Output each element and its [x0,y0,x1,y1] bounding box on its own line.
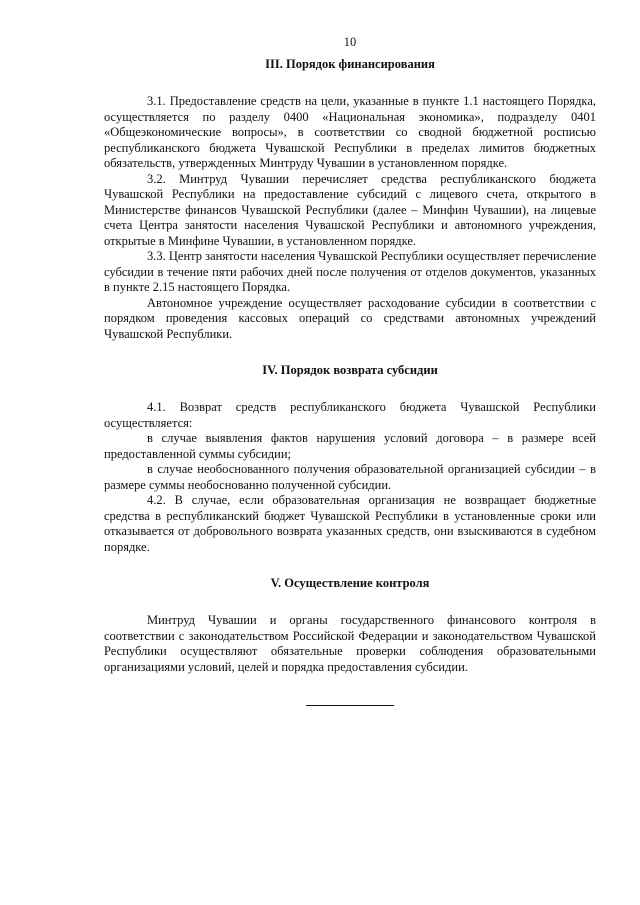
section-heading: V. Осуществление контроля [270,576,430,590]
section-body [104,94,596,342]
paragraph-3-1: 3.1. Предоставление средств на цели, указанные в пункте 1.1 настоящего Порядка, осуществляется по разделу 0400 «Национальная экономика», подразделу 0401 «Общеэкономические вопросы», в соответствии со сводной бюджетной росписью республиканского бюджета Чувашской Республики в пределах лимитов бюджетных обязательств, утвержденных Минтруду Чувашии в установленном порядке. [104,94,596,170]
paragraph-case-violation: в случае выявления фактов нарушения условий договора – в размере всей предоставленной суммы субсидии; [104,431,596,461]
section-refund [104,362,596,555]
section-body [104,613,596,675]
paragraph-case-unjustified: в случае необоснованного получения образовательной организацией субсидии – в размере суммы необоснованно полученной субсидии. [104,462,596,492]
paragraph-4-2: 4.2. В случае, если образовательная организация не возвращает бюджетные средства в республиканский бюджет Чувашской Республики в установленные сроки или отказывается от добровольного возврата указанных средств, они взыскиваются в судебном порядке. [104,493,596,554]
section-heading: IV. Порядок возврата субсидии [262,363,438,377]
paragraph-control: Минтруд Чувашии и органы государственного финансового контроля в соответствии с законодательством Российской Федерации и законодательством Чувашской Республики осуществляют обязательные проверки соблюдения образовательными организациями условий, целей и порядка предоставления субсидии. [104,613,596,674]
section-body [104,400,596,555]
paragraph-3-3: 3.3. Центр занятости населения Чувашской Республики осуществляет перечисление субсидии в течение пяти рабочих дней после получения от отделов документов, указанных в пункте 2.15 настоящего Порядка. [104,249,596,294]
paragraph-autonomous: Автономное учреждение осуществляет расходование субсидии в соответствии с порядком проведения кассовых операций со средствами автономных учреждений Чувашской Республики. [104,295,596,341]
page-number: 10 [343,35,357,49]
closing-divider [306,705,394,706]
section-financing [104,56,596,342]
section-heading: III. Порядок финансирования [265,57,435,71]
paragraph-4-1: 4.1. Возврат средств республиканского бюджета Чувашской Республики осуществляется: [104,400,596,430]
section-control [104,575,596,675]
paragraph-3-2: 3.2. Минтруд Чувашии перечисляет средства республиканского бюджета Чувашской Республики на предоставление субсидий с лицевого счета, открытого в Министерстве финансов Чувашской Республики (далее – Минфин Чувашии), на лицевые счета Центра занятости населения Чувашской Республики и автономного учреждения, открытые в Минфине Чувашии, в установленном порядке. [104,171,596,248]
